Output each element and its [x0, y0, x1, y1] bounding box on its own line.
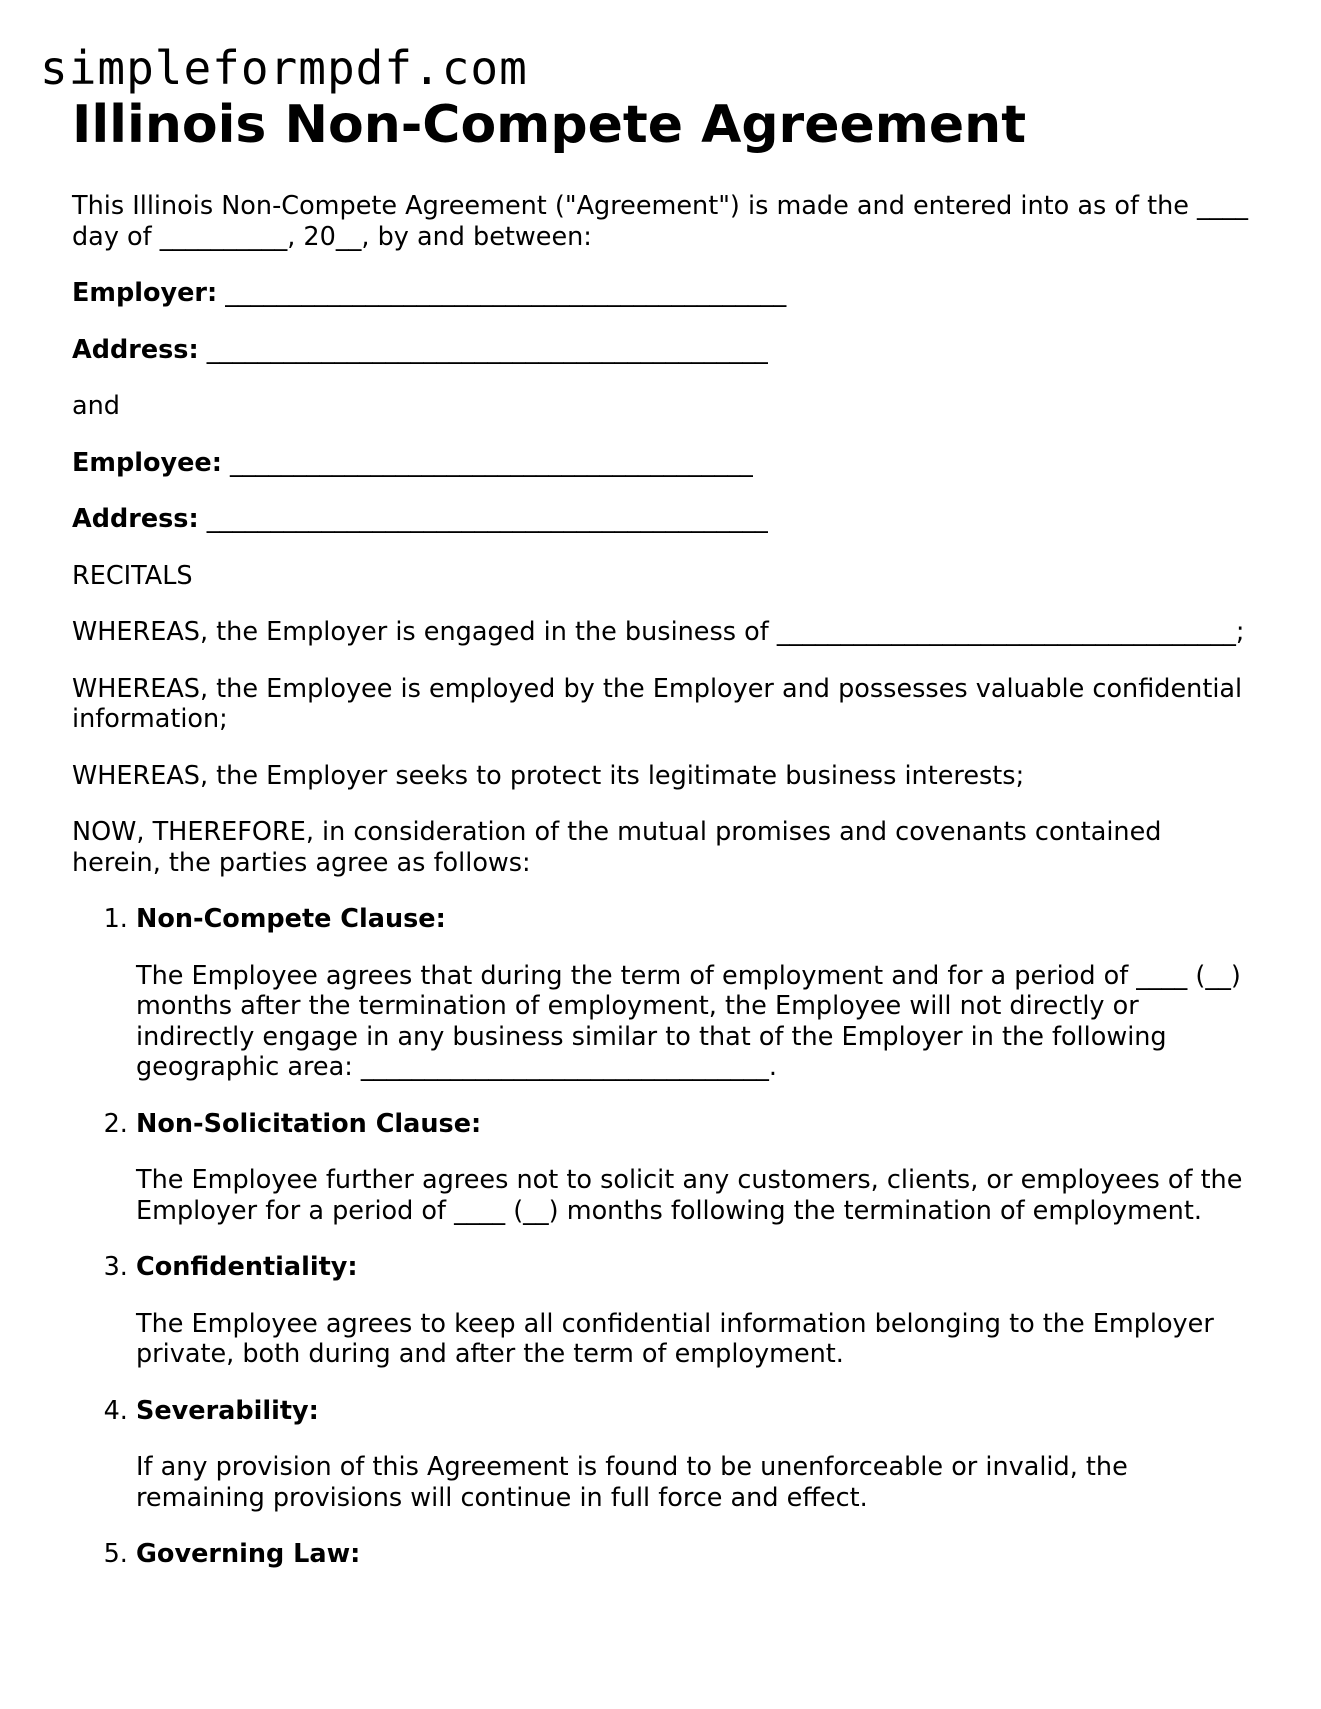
clause-title: 3. Confidentiality:: [136, 1252, 358, 1282]
clause-body: If any provision of this Agreement is found to be unenforceable or invalid, the remaining provisions will continue in full force and effect.: [136, 1452, 1128, 1513]
employer-line: [72, 278, 1252, 309]
employee-address-label: Address:: [72, 504, 199, 534]
whereas-employment: WHEREAS, the Employee is employed by the Employer and possesses valuable confidential information;: [72, 673, 1243, 734]
employer-blank: ____________________________________________: [217, 278, 787, 308]
intro-paragraph: This Illinois Non-Compete Agreement ("Agreement") is made and entered into as of the ____ day of __________, 20__, by and between:: [72, 191, 1249, 252]
clause-title: 4. Severability:: [136, 1395, 319, 1426]
and-connector: and: [72, 391, 120, 421]
clause-list: [72, 904, 1252, 1570]
clause-body: The Employee further agrees not to solicit any customers, clients, or employees of the Employer for a period of ____ (__) months following the termination of employment.: [136, 1165, 1243, 1226]
clause-title: 1. Non-Compete Clause:: [136, 904, 446, 934]
employee-line: [72, 448, 1252, 479]
whereas-business: WHEREAS, the Employer is engaged in the business of ____________________________________;: [72, 617, 1245, 647]
clause-body: The Employee agrees to keep all confidential information belonging to the Employer private, both during and after the term of employment.: [136, 1308, 1214, 1369]
document-title: Illinois Non-Compete Agreement: [72, 95, 1027, 155]
clause-item-severability: [136, 1396, 1252, 1514]
clause-item-non-solicitation: [136, 1109, 1252, 1227]
clause-item-confidentiality: [136, 1252, 1252, 1370]
now-therefore-paragraph: NOW, THEREFORE, in consideration of the mutual promises and covenants contained herein, the parties agree as follows:: [72, 817, 1162, 878]
employer-label: Employer:: [72, 278, 218, 308]
clause-item-non-compete: [136, 904, 1252, 1083]
employer-address-label: Address:: [72, 334, 199, 365]
clause-title: 2. Non-Solicitation Clause:: [136, 1108, 482, 1139]
clause-title: 5. Governing Law:: [136, 1539, 361, 1569]
clause-body: The Employee agrees that during the term of employment and for a period of ____ (__) months after the termination of employment, the Employee will not directly or indirectly engage in any business similar to that of the Employer in the following geographic area: ________________________________.: [136, 960, 1241, 1082]
whereas-protection: WHEREAS, the Employer seeks to protect its legitimate business interests;: [72, 760, 1025, 791]
employee-address-line: [72, 504, 1252, 535]
recitals-heading: RECITALS: [72, 560, 193, 591]
document-page: [72, 92, 1252, 1596]
employee-label: Employee:: [72, 447, 222, 478]
employer-address-blank: ____________________________________________: [198, 334, 768, 365]
site-watermark: simpleformpdf.com: [40, 41, 528, 95]
clause-item-governing-law: [136, 1539, 1252, 1570]
employee-blank: _________________________________________: [221, 447, 753, 478]
employee-address-blank: ____________________________________________: [198, 504, 768, 534]
employer-address-line: [72, 335, 1252, 366]
